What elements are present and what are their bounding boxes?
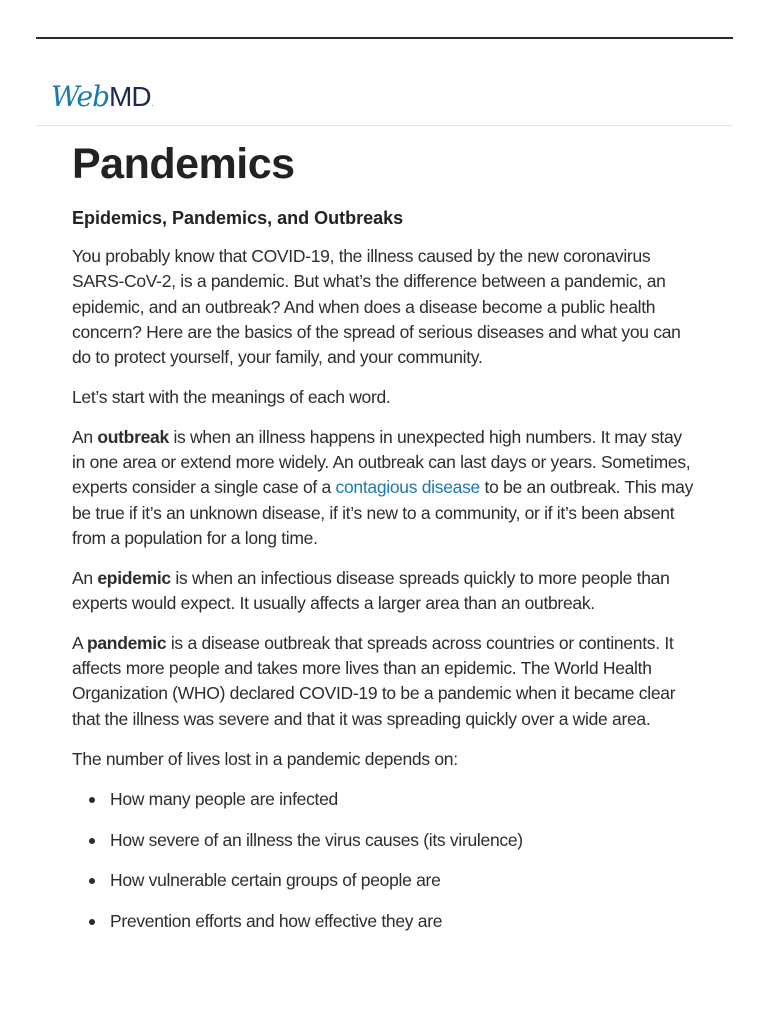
list-item bbox=[72, 828, 697, 853]
logo-mark: . bbox=[151, 101, 154, 108]
pandemic-term: pandemic bbox=[86, 632, 167, 653]
outbreak-text: is when an illness happens in unexpected high numbers. It may stay in one area or extend more widely. An outbreak can last days or years. Sometimes, experts consider a single case of a bbox=[72, 426, 691, 498]
header-divider bbox=[36, 125, 733, 126]
lives-intro-paragraph: The number of lives lost in a pandemic depends on: bbox=[72, 748, 458, 769]
bullet-icon bbox=[89, 838, 95, 844]
list-item bbox=[72, 868, 697, 893]
bullet-icon bbox=[89, 797, 95, 803]
article-subtitle: Epidemics, Pandemics, and Outbreaks bbox=[72, 208, 404, 228]
list-item-text: Prevention efforts and how effective they are bbox=[110, 910, 443, 931]
outbreak-paragraph bbox=[72, 425, 697, 551]
webmd-logo[interactable] bbox=[51, 80, 154, 114]
outbreak-text-end: to be an outbreak. This may be true if it’s an unknown disease, if it’s new to a community, or if it’s been absent from a population for a long time. bbox=[72, 477, 694, 548]
contagious-disease-link[interactable]: contagious disease bbox=[335, 477, 480, 498]
list-item-text: How many people are infected bbox=[110, 788, 338, 809]
bullet-icon bbox=[89, 919, 95, 925]
epidemic-text: is when an infectious disease spreads quickly to more people than experts would expect. It usually affects a larger area than an outbreak. bbox=[72, 567, 670, 614]
list-item bbox=[72, 787, 697, 812]
pandemic-paragraph bbox=[72, 631, 697, 732]
factors-list bbox=[72, 787, 697, 934]
intro-paragraph: You probably know that COVID-19, the illness caused by the new coronavirus SARS-CoV-2, is a pandemic. But what’s the difference between a pandemic, an epidemic, and an outbreak? And when does a disease become a public health concern? Here are the basics of the spread of serious diseases and what you can do to protect yourself, your family, and your community. bbox=[72, 246, 681, 368]
epidemic-term: epidemic bbox=[97, 567, 171, 588]
outbreak-term: outbreak bbox=[97, 426, 169, 447]
page-title: Pandemics bbox=[72, 140, 295, 188]
pandemic-lead: A bbox=[72, 632, 87, 653]
bullet-icon bbox=[89, 878, 95, 884]
list-item-text: How vulnerable certain groups of people are bbox=[110, 870, 441, 891]
logo-md-text: MD bbox=[109, 81, 151, 112]
epidemic-paragraph bbox=[72, 566, 697, 617]
article-body bbox=[72, 136, 697, 950]
list-item-text: How severe of an illness the virus causes (its virulence) bbox=[110, 829, 523, 850]
outbreak-lead: An bbox=[72, 426, 98, 447]
logo-web-text: Web bbox=[51, 80, 109, 113]
start-paragraph: Let’s start with the meanings of each word. bbox=[72, 386, 391, 407]
list-item bbox=[72, 909, 697, 934]
pandemic-text: is a disease outbreak that spreads across countries or continents. It affects more people and takes more lives than an epidemic. The World Health Organization (WHO) declared COVID-19 to be a pandemic when it became clear that the illness was severe and that it was spreading quickly over a wide area. bbox=[72, 632, 676, 729]
epidemic-lead: An bbox=[72, 567, 98, 588]
top-divider bbox=[36, 37, 733, 39]
